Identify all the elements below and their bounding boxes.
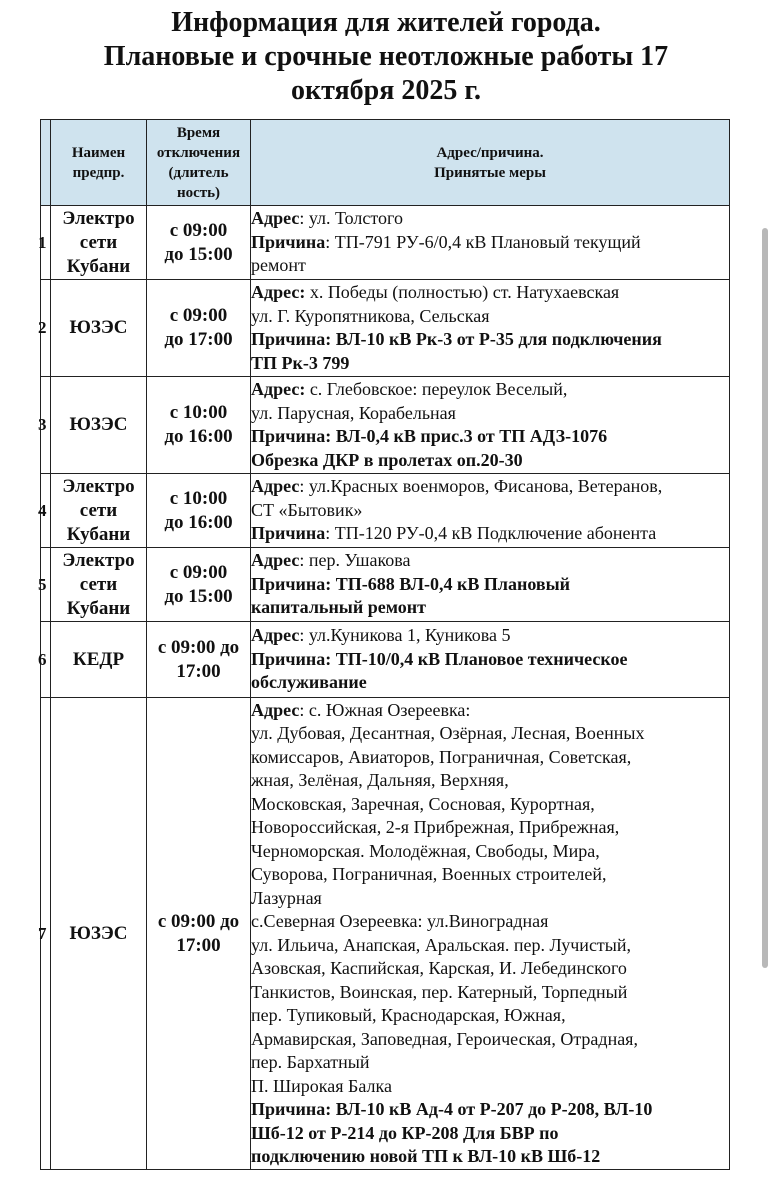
reason-text: ремонт xyxy=(251,255,306,276)
reason-label: Причина xyxy=(251,231,326,252)
company-name-line: Кубани xyxy=(66,255,131,277)
address-line xyxy=(251,378,729,402)
outage-time-line: 17:00 xyxy=(176,660,221,682)
row-number-cell xyxy=(38,377,51,474)
reason-label: Причина: xyxy=(251,1099,332,1119)
row-number: 2 xyxy=(38,318,47,337)
table-row xyxy=(41,280,730,377)
address-line xyxy=(251,769,729,793)
table-row xyxy=(41,548,730,622)
reason-text: : ТП-120 РУ-0,4 кВ Подключение абонента xyxy=(325,523,657,544)
address-text: Черноморская. Молодёжная, Свободы, Мира, xyxy=(251,840,600,861)
table-header-row xyxy=(41,120,730,206)
company-name-line: Электро xyxy=(62,207,135,229)
reason-label: Причина: xyxy=(251,648,332,669)
address-text: с. Глебовское: переулок Веселый, xyxy=(305,379,568,399)
company-cell xyxy=(51,474,147,548)
address-text: СТ «Бытовик» xyxy=(251,499,363,520)
address-text: комиссаров, Авиаторов, Пограничная, Советская, xyxy=(251,746,632,767)
company-name-line: Электро xyxy=(62,549,135,571)
row-number-cell xyxy=(38,548,51,622)
reason-text: ВЛ-10 кВ Рк-3 от Р-35 для подключения xyxy=(331,329,662,349)
address-text: Армавирская, Заповедная, Героическая, Отрадная, xyxy=(251,1028,638,1049)
address-text: : ул. Толстого xyxy=(299,208,403,229)
address-reason-cell xyxy=(251,474,730,548)
company-name-line: Кубани xyxy=(66,523,131,545)
company-cell xyxy=(51,622,147,698)
company-name-line: Электро xyxy=(62,475,135,497)
header-num-cell xyxy=(41,120,51,206)
outage-time-line: с 09:00 до xyxy=(157,910,240,932)
address-line xyxy=(251,910,729,934)
outage-time-line: с 10:00 xyxy=(169,487,228,509)
reason-line xyxy=(251,1122,729,1146)
scrollbar[interactable] xyxy=(762,228,768,968)
row-number-cell xyxy=(38,206,51,280)
address-text: Московская, Заречная, Сосновая, Курортная, xyxy=(251,793,595,814)
row-number: 1 xyxy=(38,232,47,252)
outage-time-cell xyxy=(147,698,251,1170)
reason-label: Причина: xyxy=(251,573,332,594)
address-text: Лазурная xyxy=(251,887,322,908)
row-number: 7 xyxy=(38,923,47,943)
outage-time-line: с 09:00 до xyxy=(157,636,240,658)
address-text: : ул.Куникова 1, Куникова 5 xyxy=(299,625,511,646)
address-line xyxy=(251,475,729,499)
reason-line xyxy=(251,648,729,672)
reason-label: Причина: xyxy=(251,329,332,349)
row-number: 3 xyxy=(38,415,47,434)
reason-line xyxy=(251,449,729,473)
reason-text: Шб-12 от Р-214 до КР-208 Для БВР по xyxy=(251,1122,559,1143)
table-row xyxy=(41,377,730,474)
address-reason-cell xyxy=(251,206,730,280)
reason-text: ТП-10/0,4 кВ Плановое техническое xyxy=(331,648,628,669)
address-line xyxy=(251,499,729,523)
address-reason-cell xyxy=(251,548,730,622)
company-name-line: сети xyxy=(79,573,118,595)
table-row xyxy=(41,474,730,548)
address-label: Адрес xyxy=(251,476,300,497)
address-line xyxy=(251,816,729,840)
reason-line xyxy=(251,596,729,620)
address-line xyxy=(251,863,729,887)
reason-text: капитальный ремонт xyxy=(251,597,426,618)
address-text: пер. Бархатный xyxy=(251,1052,370,1072)
address-line xyxy=(251,1004,729,1028)
address-line xyxy=(251,1028,729,1052)
address-line xyxy=(251,281,729,305)
reason-line xyxy=(251,522,729,546)
address-line xyxy=(251,207,729,231)
address-line xyxy=(251,722,729,746)
address-line xyxy=(251,624,729,648)
title-line-2: Плановые и срочные неотложные работы 17 xyxy=(103,41,669,72)
reason-text: ТП-688 ВЛ-0,4 кВ Плановый xyxy=(331,573,571,594)
company-cell xyxy=(51,548,147,622)
company-name-line: сети xyxy=(79,499,118,521)
outage-time-line: с 09:00 xyxy=(169,561,228,583)
address-text: с.Северная Озереевка: ул.Виноградная xyxy=(251,911,549,931)
outages-table xyxy=(40,119,730,1170)
address-label: Адрес xyxy=(251,699,300,720)
address-text: х. Победы (полностью) ст. Натухаевская xyxy=(305,282,620,302)
company-cell xyxy=(51,377,147,474)
reason-text: обслуживание xyxy=(251,672,367,693)
company-name-line: сети xyxy=(79,231,118,253)
outage-time-line: до 15:00 xyxy=(164,585,233,607)
address-text: Суворова, Пограничная, Военных строителей, xyxy=(251,864,607,884)
reason-line xyxy=(251,1098,729,1122)
outage-time-cell xyxy=(147,622,251,698)
address-reason-cell xyxy=(251,280,730,377)
address-label: Адрес: xyxy=(251,282,306,302)
address-text: : с. Южная Озереевка: xyxy=(299,699,471,720)
reason-label: Причина xyxy=(251,523,326,544)
page-title xyxy=(0,6,772,108)
reason-text: ТП Рк-3 799 xyxy=(251,352,350,373)
address-text: П. Широкая Балка xyxy=(251,1075,392,1096)
address-text: ул. Парусная, Корабельная xyxy=(251,402,456,423)
address-line xyxy=(251,1051,729,1075)
outage-time-cell xyxy=(147,548,251,622)
header-info: Адрес/причина. Принятые меры xyxy=(251,120,730,206)
address-label: Адрес xyxy=(251,208,300,229)
title-line-1: Информация для жителей города. xyxy=(171,7,601,38)
address-line xyxy=(251,746,729,770)
reason-text: подключению новой ТП к ВЛ-10 кВ Шб-12 xyxy=(251,1146,601,1166)
address-text: Азовская, Каспийская, Карская, И. Лебединского xyxy=(251,958,627,978)
outage-time-line: до 16:00 xyxy=(164,511,233,533)
reason-line xyxy=(251,352,729,376)
outage-time-cell xyxy=(147,474,251,548)
outage-time-cell xyxy=(147,377,251,474)
address-line xyxy=(251,793,729,817)
company-name-line: ЮЗЭС xyxy=(69,922,128,944)
reason-text: ВЛ-10 кВ Ад-4 от Р-207 до Р-208, ВЛ-10 xyxy=(331,1099,653,1119)
address-text: пер. Тупиковый, Краснодарская, Южная, xyxy=(251,1005,566,1025)
address-text: ул. Дубовая, Десантная, Озёрная, Лесная, Военных xyxy=(251,723,645,743)
company-cell xyxy=(51,206,147,280)
address-line xyxy=(251,305,729,329)
header-org: Наимен предпр. xyxy=(51,120,147,206)
outage-time-line: с 09:00 xyxy=(169,219,228,241)
reason-line xyxy=(251,573,729,597)
header-time: Время отключения (длитель ность) xyxy=(147,120,251,206)
reason-label: Причина: xyxy=(251,426,332,446)
address-text: жная, Зелёная, Дальняя, Верхняя, xyxy=(251,770,509,790)
row-number-cell xyxy=(38,698,51,1170)
address-text: ул. Г. Куропятникова, Сельская xyxy=(251,305,490,326)
row-number: 6 xyxy=(38,649,47,669)
title-line-3: октября 2025 г. xyxy=(291,75,481,106)
row-number: 4 xyxy=(38,500,47,520)
table-row xyxy=(41,698,730,1170)
reason-line xyxy=(251,671,729,695)
outage-time-cell xyxy=(147,206,251,280)
address-line xyxy=(251,957,729,981)
address-line xyxy=(251,402,729,426)
outage-time-line: до 16:00 xyxy=(164,426,233,447)
address-label: Адрес xyxy=(251,625,300,646)
outage-time-line: до 15:00 xyxy=(164,243,233,265)
address-line xyxy=(251,887,729,911)
row-number-cell xyxy=(38,474,51,548)
company-cell xyxy=(51,698,147,1170)
reason-text: Обрезка ДКР в пролетах оп.20-30 xyxy=(251,449,523,470)
reason-line xyxy=(251,1145,729,1169)
reason-line xyxy=(251,254,729,278)
outage-time-line: 17:00 xyxy=(176,934,221,956)
address-reason-cell xyxy=(251,622,730,698)
address-reason-cell xyxy=(251,698,730,1170)
company-name-line: КЕДР xyxy=(72,648,125,670)
reason-text: : ТП-791 РУ-6/0,4 кВ Плановый текущий xyxy=(325,231,641,252)
row-number-cell xyxy=(38,622,51,698)
address-text: Новороссийская, 2-я Прибрежная, Прибрежная, xyxy=(251,817,620,837)
address-line xyxy=(251,934,729,958)
address-line xyxy=(251,1075,729,1099)
reason-line xyxy=(251,328,729,352)
company-cell xyxy=(51,280,147,377)
outage-time-cell xyxy=(147,280,251,377)
address-label: Адрес xyxy=(251,550,300,571)
outage-time-line: до 17:00 xyxy=(164,329,233,350)
company-name-line: ЮЗЭС xyxy=(69,317,128,338)
reason-line xyxy=(251,425,729,449)
address-line xyxy=(251,981,729,1005)
company-name-line: Кубани xyxy=(66,597,131,619)
address-line xyxy=(251,699,729,723)
address-text: : пер. Ушакова xyxy=(299,550,411,571)
address-text: ул. Ильича, Анапская, Аральская. пер. Лучистый, xyxy=(251,934,632,955)
table-row xyxy=(41,206,730,280)
reason-line xyxy=(251,231,729,255)
address-text: Танкистов, Воинская, пер. Катерный, Торпедный xyxy=(251,981,628,1002)
row-number: 5 xyxy=(38,574,47,594)
address-reason-cell xyxy=(251,377,730,474)
address-label: Адрес: xyxy=(251,379,306,399)
address-text: : ул.Красных военморов, Фисанова, Ветеранов, xyxy=(299,476,663,497)
company-name-line: ЮЗЭС xyxy=(69,414,128,435)
outage-time-line: с 09:00 xyxy=(169,305,228,326)
row-number-cell xyxy=(38,280,51,377)
reason-text: ВЛ-0,4 кВ прис.3 от ТП АДЗ-1076 xyxy=(331,426,608,446)
address-line xyxy=(251,549,729,573)
outage-time-line: с 10:00 xyxy=(169,402,228,423)
address-line xyxy=(251,840,729,864)
table-row xyxy=(41,622,730,698)
